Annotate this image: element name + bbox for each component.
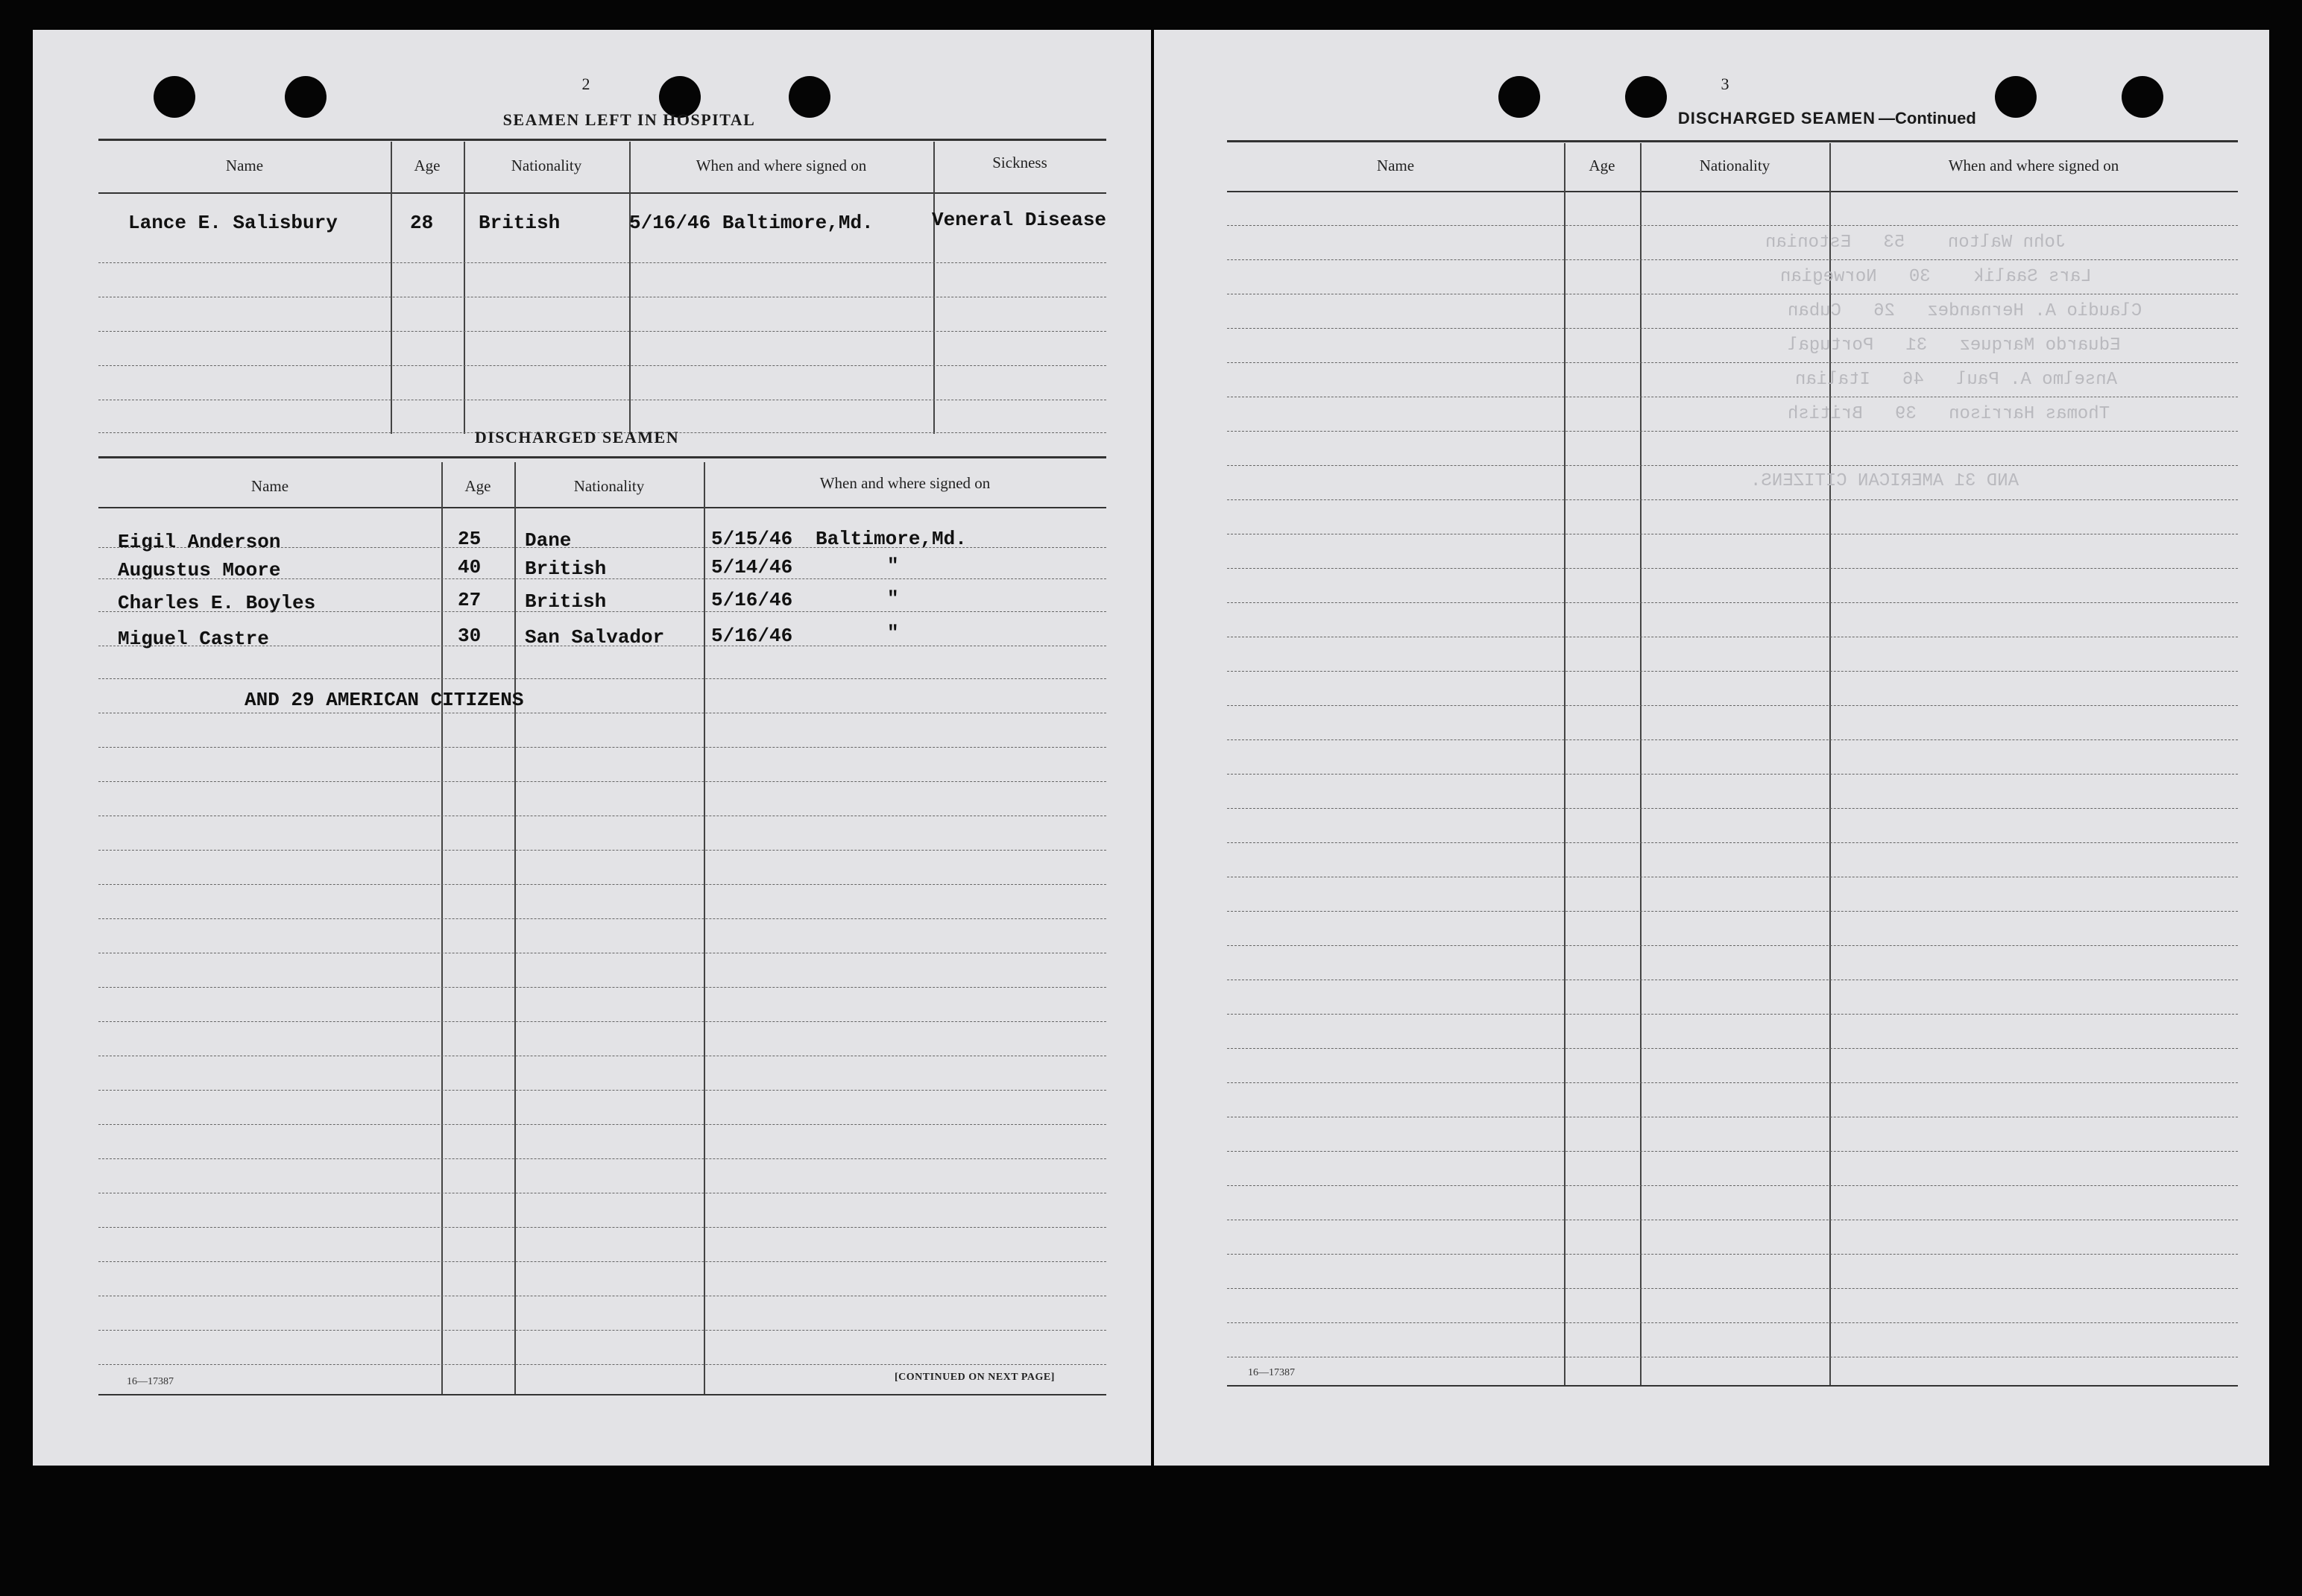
- right-section-heading-suffix: —Continued: [1879, 109, 1976, 127]
- ruled-line: [98, 747, 1106, 748]
- ruled-line: [98, 1227, 1106, 1228]
- discharged-section-heading: DISCHARGED SEAMEN: [474, 428, 680, 447]
- right-section-heading: DISCHARGED SEAMEN: [1677, 109, 1876, 127]
- page-number: 3: [1721, 75, 1729, 93]
- ruled-line: [1227, 705, 2238, 706]
- ruled-line: [98, 578, 1106, 579]
- bleed-through-text: Eduardo Marquez 31 Portugal: [1788, 335, 2121, 356]
- discharged-row-date: 5/16/46: [711, 625, 793, 647]
- column-header-name: Name: [225, 157, 264, 174]
- table-top-rule: [98, 456, 1106, 458]
- ruled-line: [1227, 739, 2238, 740]
- column-divider: [391, 142, 392, 434]
- ruled-line: [1227, 1151, 2238, 1152]
- ruled-line: [98, 850, 1106, 851]
- discharged-row-name: Charles E. Boyles: [118, 592, 316, 614]
- bleed-through-text: Lars Saalik 30 Norwegian: [1780, 267, 2092, 287]
- ruled-line: [1227, 602, 2238, 603]
- column-divider: [704, 462, 705, 1394]
- ruled-line: [1227, 911, 2238, 912]
- ruled-line: [1227, 259, 2238, 260]
- bleed-through-text: John Walton 53 Estonian: [1765, 233, 2066, 253]
- column-divider: [933, 142, 935, 434]
- column-header-nationality: Nationality: [573, 477, 645, 495]
- column-header-name: Name: [250, 477, 289, 495]
- discharged-row-name: Miguel Castre: [118, 628, 269, 650]
- ruled-line: [1227, 1185, 2238, 1186]
- ruled-line: [98, 262, 1106, 263]
- column-divider: [514, 462, 516, 1394]
- punch-hole-icon: [1498, 76, 1540, 118]
- column-header-signed-on: When and where signed on: [819, 474, 991, 492]
- table-top-rule: [1227, 140, 2238, 142]
- column-divider: [629, 142, 631, 434]
- ruled-line: [1227, 362, 2238, 363]
- american-citizens-note: AND 29 AMERICAN CITIZENS: [245, 689, 524, 711]
- column-divider: [1829, 143, 1831, 1385]
- ruled-line: [98, 987, 1106, 988]
- ruled-line: [98, 1090, 1106, 1091]
- discharged-row-nationality: San Salvador: [525, 626, 665, 649]
- ruled-line: [98, 678, 1106, 679]
- column-header-nationality: Nationality: [1699, 157, 1770, 174]
- discharged-row-nationality: British: [525, 590, 607, 613]
- hospital-section-heading: SEAMEN LEFT IN HOSPITAL: [502, 110, 756, 129]
- column-header-sickness: Sickness: [992, 154, 1047, 171]
- table-bottom-rule: [1227, 1385, 2238, 1387]
- ruled-line: [1227, 842, 2238, 843]
- discharged-row-date: 5/14/46: [711, 556, 793, 578]
- ruled-line: [1227, 225, 2238, 226]
- discharged-row-place: ": [887, 587, 899, 610]
- ruled-line: [98, 1330, 1106, 1331]
- bleed-through-text: Claudio A. Hernandez 26 Cuban: [1788, 301, 2142, 321]
- table-bottom-rule: [98, 1394, 1106, 1395]
- ruled-line: [98, 1158, 1106, 1159]
- ruled-line: [1227, 671, 2238, 672]
- continued-note: [CONTINUED ON NEXT PAGE]: [895, 1372, 1055, 1383]
- right-page: [1154, 30, 2269, 1466]
- table-header-rule: [98, 507, 1106, 508]
- ruled-line: [1227, 1082, 2238, 1083]
- discharged-row-age: 40: [458, 556, 482, 578]
- ruled-line: [1227, 328, 2238, 329]
- column-header-signed-on: When and where signed on: [1948, 157, 2119, 174]
- column-header-age: Age: [1589, 157, 1615, 174]
- bleed-through-text: Anselmo A. Paul 46 Italian: [1795, 370, 2118, 390]
- discharged-row-place: ": [887, 622, 899, 644]
- ruled-line: [98, 331, 1106, 332]
- column-divider: [1564, 143, 1565, 1385]
- ruled-line: [1227, 1322, 2238, 1323]
- ruled-line: [98, 611, 1106, 612]
- ruled-line: [1227, 568, 2238, 569]
- ruled-line: [98, 547, 1106, 548]
- ruled-line: [1227, 431, 2238, 432]
- ruled-line: [1227, 465, 2238, 466]
- ruled-line: [98, 884, 1106, 885]
- ruled-line: [98, 1021, 1106, 1022]
- hospital-row-sickness: Veneral Disease: [932, 209, 1107, 231]
- hospital-row-age: 28: [410, 212, 434, 234]
- discharged-row-age: 25: [458, 528, 482, 550]
- column-header-signed-on: When and where signed on: [696, 157, 867, 174]
- bleed-through-text: Thomas Harrison 39 British: [1788, 404, 2110, 424]
- table-header-rule: [1227, 191, 2238, 192]
- column-header-name: Name: [1376, 157, 1415, 174]
- discharged-row-date: 5/16/46: [711, 589, 793, 611]
- ruled-line: [98, 1124, 1106, 1125]
- column-header-nationality: Nationality: [511, 157, 582, 174]
- punch-hole-icon: [285, 76, 327, 118]
- form-number: 16—17387: [1248, 1367, 1295, 1378]
- ruled-line: [1227, 1048, 2238, 1049]
- discharged-row-age: 30: [458, 625, 482, 647]
- column-divider: [464, 142, 465, 434]
- punch-hole-icon: [154, 76, 195, 118]
- column-divider: [1640, 143, 1642, 1385]
- ruled-line: [98, 1364, 1106, 1365]
- discharged-row-nationality: Dane: [525, 529, 572, 552]
- ruled-line: [98, 918, 1106, 919]
- left-page: [33, 30, 1151, 1466]
- ruled-line: [1227, 1254, 2238, 1255]
- ruled-line: [1227, 774, 2238, 775]
- ruled-line: [1227, 1014, 2238, 1015]
- form-number: 16—17387: [127, 1376, 174, 1387]
- ruled-line: [98, 781, 1106, 782]
- punch-hole-icon: [2122, 76, 2163, 118]
- discharged-row-name: Augustus Moore: [118, 559, 281, 581]
- bleed-through-text: AND 31 AMERICAN CITIZENS.: [1750, 471, 2019, 491]
- ruled-line: [98, 1261, 1106, 1262]
- hospital-row-name: Lance E. Salisbury: [128, 212, 338, 234]
- page-number: 2: [581, 75, 590, 93]
- discharged-row-date: 5/15/46: [711, 528, 793, 550]
- column-header-age: Age: [464, 477, 491, 495]
- column-header-age: Age: [414, 157, 441, 174]
- table-top-rule: [98, 139, 1106, 141]
- column-divider: [441, 462, 443, 1394]
- hospital-row-signed-on: 5/16/46 Baltimore,Md.: [629, 212, 874, 234]
- ruled-line: [1227, 808, 2238, 809]
- ruled-line: [98, 365, 1106, 366]
- ruled-line: [1227, 499, 2238, 500]
- table-header-rule: [98, 192, 1106, 194]
- discharged-row-name: Eigil Anderson: [118, 531, 281, 553]
- ruled-line: [1227, 1288, 2238, 1289]
- discharged-row-place: Baltimore,Md.: [816, 528, 967, 550]
- hospital-row-nationality: British: [479, 212, 561, 234]
- discharged-row-age: 27: [458, 589, 482, 611]
- discharged-row-place: ": [887, 555, 899, 577]
- ruled-line: [1227, 945, 2238, 946]
- discharged-row-nationality: British: [525, 558, 607, 580]
